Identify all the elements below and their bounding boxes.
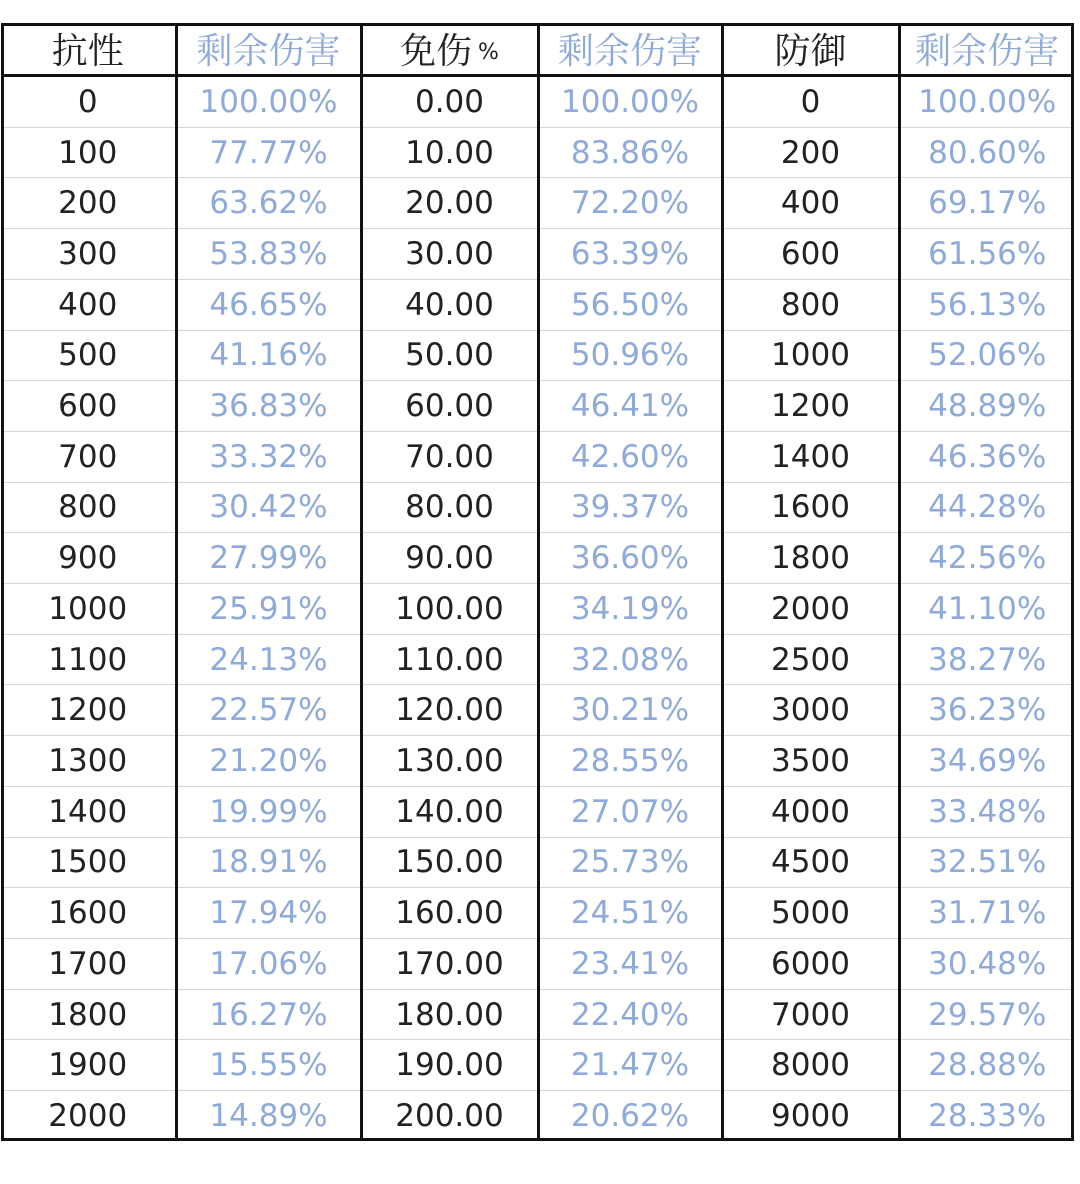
table-row: [1, 330, 1074, 381]
table-row: [1, 1091, 1074, 1141]
cell-reduce: 0.00: [361, 76, 538, 128]
cell-reduce-remain: 46.41%: [538, 381, 722, 432]
table-row: [1, 786, 1074, 837]
cell-defense-remain: 30.48%: [899, 938, 1074, 989]
cell-reduce: 140.00: [361, 786, 538, 837]
header-row: [1, 23, 1074, 76]
cell-defense: 3000: [722, 685, 899, 736]
cell-resist-remain: 27.99%: [176, 533, 361, 584]
cell-resist: 100: [1, 127, 176, 178]
cell-resist: 600: [1, 381, 176, 432]
cell-reduce-remain: 27.07%: [538, 786, 722, 837]
cell-defense: 200: [722, 127, 899, 178]
cell-resist-remain: 46.65%: [176, 279, 361, 330]
cell-resist: 500: [1, 330, 176, 381]
cell-reduce-remain: 32.08%: [538, 634, 722, 685]
cell-reduce: 70.00: [361, 431, 538, 482]
cell-resist: 900: [1, 533, 176, 584]
cell-defense: 2000: [722, 584, 899, 635]
cell-reduce: 50.00: [361, 330, 538, 381]
table-row: [1, 431, 1074, 482]
cell-reduce-remain: 25.73%: [538, 837, 722, 888]
cell-resist: 1900: [1, 1040, 176, 1091]
cell-resist-remain: 15.55%: [176, 1040, 361, 1091]
cell-reduce-remain: 21.47%: [538, 1040, 722, 1091]
header-reduce-remain: 剩余伤害: [538, 23, 722, 76]
cell-defense-remain: 38.27%: [899, 634, 1074, 685]
cell-reduce-remain: 83.86%: [538, 127, 722, 178]
cell-defense: 5000: [722, 888, 899, 939]
cell-resist: 1800: [1, 989, 176, 1040]
cell-reduce-remain: 63.39%: [538, 229, 722, 280]
cell-defense: 400: [722, 178, 899, 229]
cell-resist-remain: 19.99%: [176, 786, 361, 837]
cell-reduce-remain: 24.51%: [538, 888, 722, 939]
cell-reduce-remain: 72.20%: [538, 178, 722, 229]
cell-defense: 3500: [722, 736, 899, 787]
cell-resist-remain: 17.94%: [176, 888, 361, 939]
cell-reduce: 110.00: [361, 634, 538, 685]
cell-resist: 1200: [1, 685, 176, 736]
cell-defense-remain: 80.60%: [899, 127, 1074, 178]
cell-reduce: 200.00: [361, 1091, 538, 1141]
cell-defense-remain: 31.71%: [899, 888, 1074, 939]
cell-defense-remain: 28.33%: [928, 1098, 1047, 1135]
cell-resist: 800: [1, 482, 176, 533]
cell-reduce-remain: 20.62%: [538, 1091, 722, 1141]
cell-resist: 1300: [1, 736, 176, 787]
cell-defense: 1400: [722, 431, 899, 482]
cell-reduce-remain: 50.96%: [538, 330, 722, 381]
cell-defense-remain: 42.56%: [899, 533, 1074, 584]
header-reduce-unit: %: [478, 40, 499, 65]
cell-reduce: 130.00: [361, 736, 538, 787]
cell-defense: 2500: [722, 634, 899, 685]
table-row: [1, 482, 1074, 533]
table-row: [1, 584, 1074, 635]
cell-defense-remain: 44.28%: [899, 482, 1074, 533]
cell-reduce-remain: 22.40%: [538, 989, 722, 1040]
header-reduce-label: 免伤: [400, 31, 473, 72]
cell-reduce: 80.00: [361, 482, 538, 533]
header-reduce: [361, 23, 538, 76]
cell-reduce: 150.00: [361, 837, 538, 888]
cell-defense: 7000: [722, 989, 899, 1040]
cell-reduce: 60.00: [361, 381, 538, 432]
table-row: [1, 127, 1074, 178]
cell-reduce: 10.00: [361, 127, 538, 178]
table-row: [1, 381, 1074, 432]
header-resist-remain: 剩余伤害: [176, 23, 361, 76]
cell-defense: 1200: [722, 381, 899, 432]
cell-resist-remain: 53.83%: [176, 229, 361, 280]
table-row: [1, 279, 1074, 330]
header-defense: 防御: [722, 23, 899, 76]
cell-reduce-remain: 39.37%: [538, 482, 722, 533]
cell-resist-remain: 30.42%: [176, 482, 361, 533]
cell-resist: 2000: [1, 1091, 176, 1141]
cell-defense-remain: 69.17%: [899, 178, 1074, 229]
cell-reduce-remain: 42.60%: [538, 431, 722, 482]
cell-resist-remain: 25.91%: [176, 584, 361, 635]
table-row: [1, 837, 1074, 888]
cell-defense: 6000: [722, 938, 899, 989]
header-resist: 抗性: [1, 23, 176, 76]
cell-resist-remain: 77.77%: [176, 127, 361, 178]
cell-resist-remain: 18.91%: [176, 837, 361, 888]
cell-resist: 400: [1, 279, 176, 330]
table-row: [1, 888, 1074, 939]
cell-resist-remain: 63.62%: [176, 178, 361, 229]
cell-defense: 4500: [722, 837, 899, 888]
cell-defense: 0: [722, 76, 899, 128]
cell-resist-remain: 33.32%: [176, 431, 361, 482]
cell-resist: 300: [1, 229, 176, 280]
cell-reduce: 120.00: [361, 685, 538, 736]
header-defense-remain: 剩余伤害: [899, 23, 1074, 76]
cell-defense: 800: [722, 279, 899, 330]
cell-defense: 600: [722, 229, 899, 280]
cell-reduce: 170.00: [361, 938, 538, 989]
cell-reduce-remain: 100.00%: [538, 76, 722, 128]
table-row: [1, 989, 1074, 1040]
cell-resist: 1500: [1, 837, 176, 888]
table-body: [1, 76, 1074, 1142]
cell-defense: 4000: [722, 786, 899, 837]
cell-resist-remain: 36.83%: [176, 381, 361, 432]
cell-defense: 1600: [722, 482, 899, 533]
cell-resist-remain: 17.06%: [176, 938, 361, 989]
cell-resist: 1600: [1, 888, 176, 939]
cell-reduce-remain: 36.60%: [538, 533, 722, 584]
cell-resist-remain: 16.27%: [176, 989, 361, 1040]
cell-defense-remain: 36.23%: [899, 685, 1074, 736]
cell-resist: 1400: [1, 786, 176, 837]
table-row: [1, 736, 1074, 787]
table-row: [1, 533, 1074, 584]
table-row: [1, 634, 1074, 685]
cell-resist-remain: 14.89%: [176, 1091, 361, 1141]
cell-reduce-remain: 28.55%: [538, 736, 722, 787]
cell-reduce-remain: 30.21%: [538, 685, 722, 736]
cell-resist: 1700: [1, 938, 176, 989]
cell-resist-remain: 22.57%: [176, 685, 361, 736]
damage-table: [1, 23, 1074, 1141]
cell-resist: 1100: [1, 634, 176, 685]
cell-defense: 9000: [722, 1091, 899, 1141]
cell-reduce: 90.00: [361, 533, 538, 584]
cell-reduce: 20.00: [361, 178, 538, 229]
cell-reduce-remain: 56.50%: [538, 279, 722, 330]
cell-reduce: 30.00: [361, 229, 538, 280]
table-row: [1, 76, 1074, 128]
cell-reduce: 40.00: [361, 279, 538, 330]
cell-defense: 1800: [722, 533, 899, 584]
cell-resist: 700: [1, 431, 176, 482]
cell-defense-remain: 28.88%: [899, 1040, 1074, 1091]
table-row: [1, 1040, 1074, 1091]
cell-reduce-remain: 23.41%: [538, 938, 722, 989]
table-row: [1, 685, 1074, 736]
cell-defense: 1000: [722, 330, 899, 381]
cell-defense-remain: 48.89%: [899, 381, 1074, 432]
cell-defense: 8000: [722, 1040, 899, 1091]
cell-reduce: 100.00: [361, 584, 538, 635]
cell-reduce: 190.00: [361, 1040, 538, 1091]
cell-resist-remain: 21.20%: [176, 736, 361, 787]
table-row: [1, 229, 1074, 280]
cell-defense-remain: 56.13%: [899, 279, 1074, 330]
cell-defense-remain: 34.69%: [899, 736, 1074, 787]
cell-resist: 200: [1, 178, 176, 229]
cell-resist-remain: 100.00%: [176, 76, 361, 128]
cell-resist-remain: 24.13%: [176, 634, 361, 685]
cell-defense-remain: 29.57%: [899, 989, 1074, 1040]
cell-defense-remain: 100.00%: [899, 76, 1074, 128]
cell-defense-remain: 32.51%: [899, 837, 1074, 888]
cell-defense-remain: 46.36%: [899, 431, 1074, 482]
cell-resist: 1000: [1, 584, 176, 635]
cell-defense-remain: 52.06%: [899, 330, 1074, 381]
cell-reduce-remain: 34.19%: [538, 584, 722, 635]
cell-resist: 0: [1, 76, 176, 128]
cell-defense-remain: 33.48%: [899, 786, 1074, 837]
table-row: [1, 938, 1074, 989]
cell-defense-remain: 41.10%: [899, 584, 1074, 635]
cell-reduce: 180.00: [361, 989, 538, 1040]
cell-reduce: 160.00: [361, 888, 538, 939]
cell-defense-remain: 61.56%: [899, 229, 1074, 280]
cell-resist-remain: 41.16%: [176, 330, 361, 381]
table-row: [1, 178, 1074, 229]
